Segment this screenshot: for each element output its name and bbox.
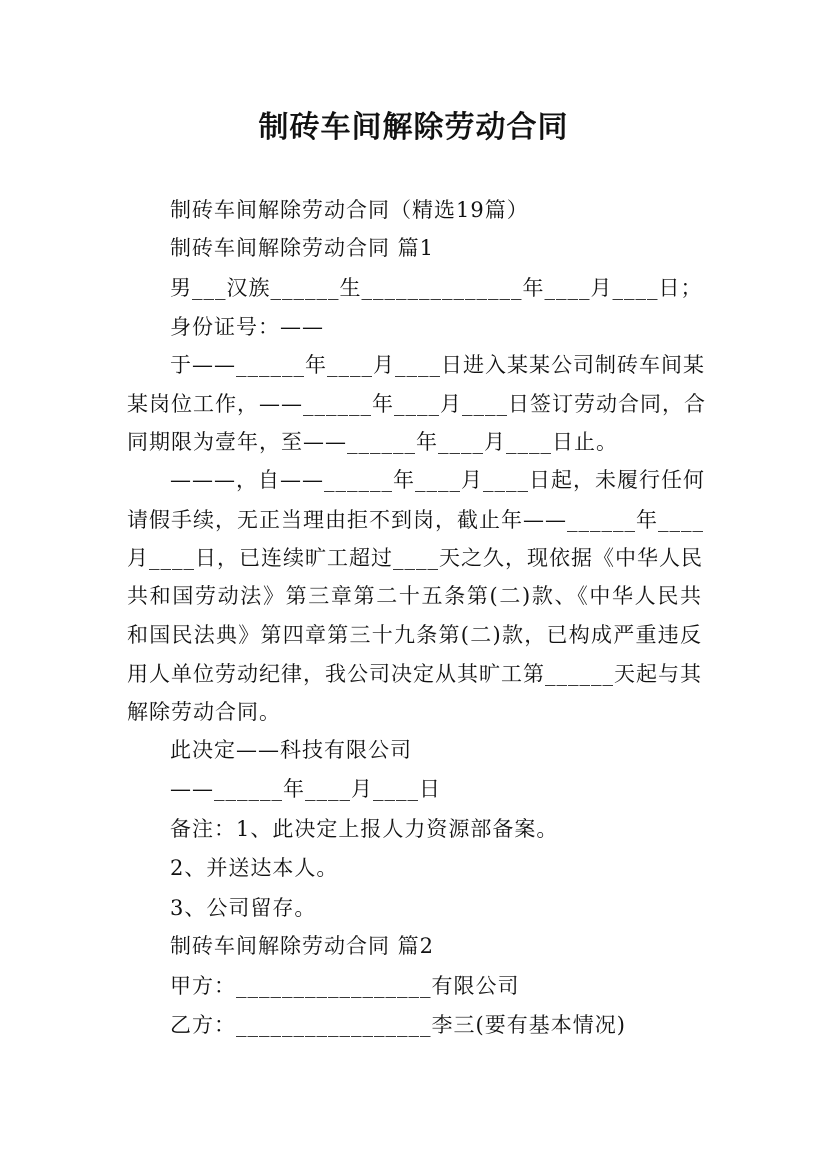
text-line: 和国民法典》第四章第三十九条第(二)款，已构成严重违反 [127,623,702,647]
text-line: 于——______年____月____日进入某某公司制砖车间某 [170,353,705,377]
text-line: 男___汉族______生______________年____月____日； [170,276,703,300]
text-line: 2、并送达本人。 [170,856,339,880]
text-line: 同期限为壹年，至——______年____月____日止。 [127,430,618,454]
text-line: 制砖车间解除劳动合同 篇1 [170,236,435,260]
text-line: ———，自——______年____月____日起，未履行任何 [170,468,705,492]
text-line: 共和国劳动法》第三章第二十五条第(二)款、《中华人民共 [127,584,702,608]
text-line: ——______年____月____日 [170,777,441,801]
text-line: 乙方：_________________李三(要有基本情况) [170,1013,626,1037]
text-line: 制砖车间解除劳动合同 篇2 [170,934,435,958]
text-line: 此决定——科技有限公司 [170,738,412,762]
text-line: 备注：1、此决定上报人力资源部备案。 [170,817,559,841]
text-line: 用人单位劳动纪律，我公司决定从其旷工第______天起与其 [127,662,702,686]
text-line: 某岗位工作，——______年____月____日签订劳动合同，合 [127,392,706,416]
text-line: 月____日，已连续旷工超过____天之久，现依据《中华人民 [127,546,703,570]
page-title: 制砖车间解除劳动合同 [258,110,569,145]
text-line: 请假手续，无正当理由拒不到岗，截止年——______年____ [127,508,704,532]
text-line: 制砖车间解除劳动合同（精选19篇） [170,198,529,222]
text-line: 甲方：_________________有限公司 [170,974,520,998]
text-line: 解除劳动合同。 [127,700,281,724]
text-line: 3、公司留存。 [170,896,317,920]
text-line: 身份证号：—— [170,315,324,339]
